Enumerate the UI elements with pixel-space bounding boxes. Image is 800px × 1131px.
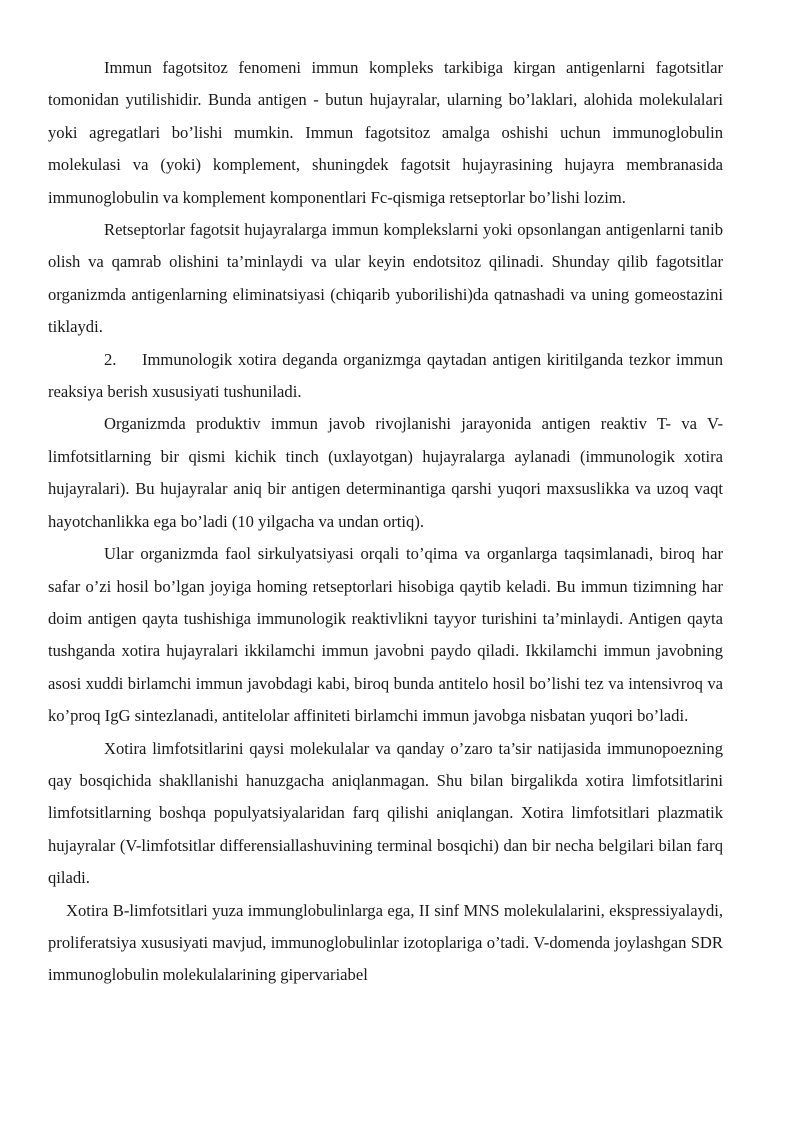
paragraph-memory-lymphocytes: Xotira limfotsitlarini qaysi molekulalar va qanday o’zaro ta’sir natijasida immunopoezning qay bosqichida shakllanishi hanuzgacha aniqlanmagan. Shu bilan birgalikda xotira limfotsitlarini limfotsitlarning boshqa populyatsiyalaridan farq qilishi aniqlangan. Xotira limfotsitlari plazmatik hujayralar (V-limfotsitlar differensiallashuvining terminal bosqichi) dan bir necha belgilari bilan farq qiladi. [48, 738, 723, 888]
paragraph-memory-b-cells: Xotira B-limfotsitlari yuza immunglobulinlarga ega, II sinf MNS molekulalarini, ekspressiyalaydi, proliferatsiya xususiyati mavjud, immunoglobulinlar izotoplariga o’tadi. V-domenda joylashgan SDR immunoglobulin molekulalarining gipervariabel [48, 900, 723, 985]
paragraph-immune-phagocytosis: Immun fagotsitoz fenomeni immun kompleks tarkibiga kirgan antigenlarni fagotsitlar tomonidan yutilishidir. Bunda antigen - butun hujayralar, ularning bo’laklari, alohida molekulalari yoki agregatlari bo’lishi mumkin. Immun fagotsitoz amalga oshishi uchun immunoglobulin molekulasi va (yoki) komplement, shuningdek fagotsit hujayrasining hujayra membranasida immunoglobulin va komplement komponentlari Fc-qismiga retseptorlar bo’lishi lozim. [48, 58, 723, 207]
list-item-immunological-memory [48, 344, 723, 409]
document-page [48, 52, 723, 992]
paragraph-productive-response: Organizmda produktiv immun javob rivojlanishi jarayonida antigen reaktiv T- va V- limfotsitlarning bir qismi kichik tinch (uxlayotgan) hujayralarga aylanadi (immunologik xotira hujayralari). Bu hujayralar aniq bir antigen determinantiga qarshi yuqori maxsuslikka va uzoq vaqt hayotchanlikka ega bo’ladi (10 yilgacha va undan ortiq). [48, 414, 723, 531]
list-item-text: Immunologik xotira deganda organizmga qaytadan antigen kiritilganda tezkor immun reaksiya berish xususiyati tushuniladi. [48, 349, 723, 402]
paragraph-receptors: Retseptorlar fagotsit hujayralarga immun komplekslarni yoki opsonlangan antigenlarni tanib olish va qamrab olishini ta’minlaydi va ular keyin endotsitoz qilinadi. Shunday qilib fagotsitlar organizmda antigenlarning eliminatsiyasi (chiqarib yuborilishi)da qatnashadi va uning gomeostazini tiklaydi. [48, 220, 723, 337]
paragraph-circulation: Ular organizmda faol sirkulyatsiyasi orqali to’qima va organlarga taqsimlanadi, biroq har safar o’zi hosil bo’lgan joyiga homing retseptorlari hisobiga qaytib keladi. Bu immun tizimning har doim antigen qayta tushishiga immunologik reaktivlikni tayyor turishini ta’minlaydi. Antigen qayta tushganda xotira hujayralari ikkilamchi immun javobni paydo qiladi. Ikkilamchi immun javobning asosi xuddi birlamchi immun javobdagi kabi, biroq bunda antitelo hosil bo’lishi tez va intensivroq va ko’proq IgG sintezlanadi, antitelolar affiniteti birlamchi immun javobga nisbatan yuqori bo’ladi. [48, 544, 723, 726]
list-number: 2. [104, 349, 117, 369]
